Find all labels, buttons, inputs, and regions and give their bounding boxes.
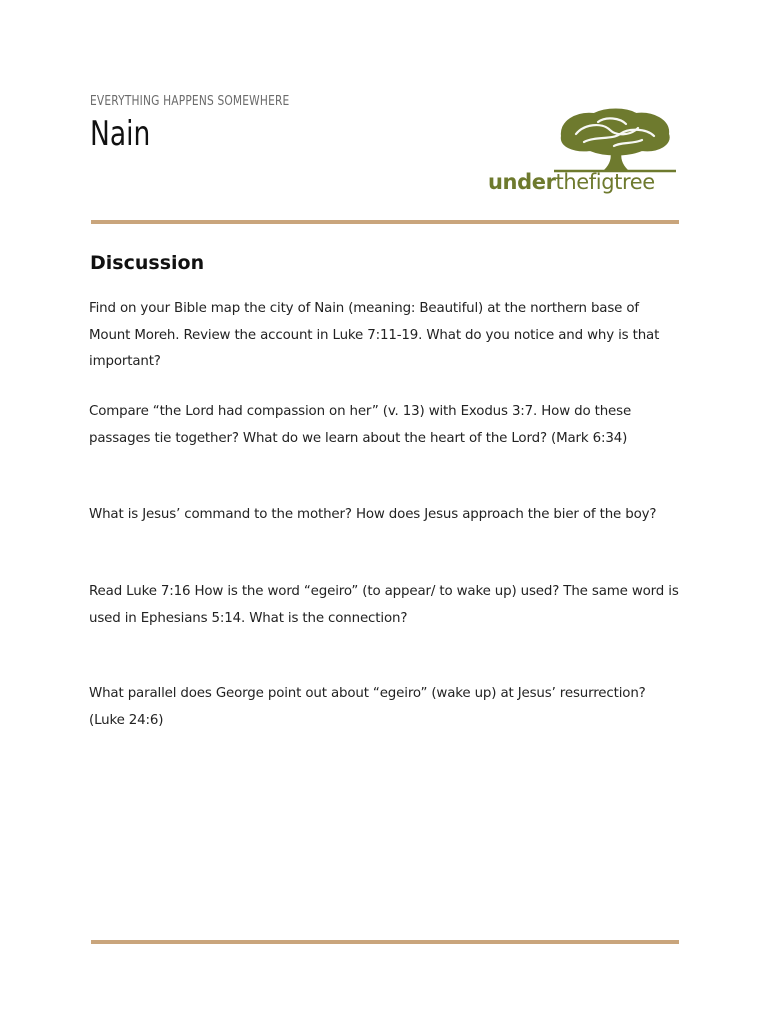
bottom-divider — [91, 940, 679, 944]
question-item: Compare “the Lord had compassion on her” (v. 13) with Exodus 3:7. How do these passages tie together? What do we learn about the heart of the Lord? (Mark 6:34) — [89, 404, 632, 446]
fig-tree-icon — [554, 106, 676, 174]
question-item: What parallel does George point out about “egeiro” (wake up) at Jesus’ resurrection? (Luke 24:6) — [89, 686, 646, 728]
question-item: Find on your Bible map the city of Nain (meaning: Beautiful) at the northern base of Mount Moreh. Review the account in Luke 7:11-19. What do you notice and why is that important? — [89, 301, 660, 369]
section-title: Discussion — [90, 252, 205, 274]
page-title: Nain — [90, 114, 151, 154]
question-item: Read Luke 7:16 How is the word “egeiro” (to appear/ to wake up) used? The same word is used in Ephesians 5:14. What is the connection? — [89, 584, 679, 626]
logo-wordmark — [488, 170, 655, 194]
top-divider — [91, 220, 679, 224]
logo-wordmark-regular: thefigtree — [555, 170, 655, 194]
underthefigtree-logo — [484, 104, 680, 200]
page-eyebrow: EVERYTHING HAPPENS SOMEWHERE — [90, 94, 290, 109]
logo-wordmark-bold: under — [488, 170, 556, 194]
question-item: What is Jesus’ command to the mother? How does Jesus approach the bier of the boy? — [89, 507, 657, 522]
